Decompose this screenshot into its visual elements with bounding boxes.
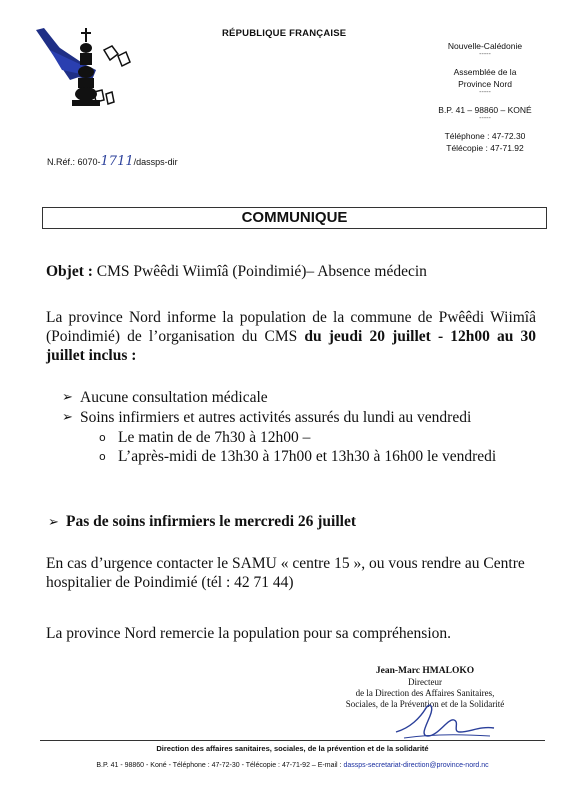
signatory-name: Jean-Marc HMALOKO	[375, 666, 475, 676]
list-item-text: Soins infirmiers et autres activités assurés du lundi au vendredi	[80, 409, 472, 426]
footer-contact-text: B.P. 41 - 98860 - Koné - Téléphone : 47-72-30 - Télécopie : 47-71-92 – E-mail :	[96, 762, 344, 769]
separator: -----	[479, 51, 491, 58]
arrow-bullet-icon: ➢	[62, 390, 73, 405]
list-item	[62, 388, 536, 407]
ref-suffix: /dassps-dir	[133, 157, 178, 167]
page-title: COMMUNIQUE	[241, 209, 348, 226]
address-line: Assemblée de la	[453, 67, 517, 77]
reference-number	[47, 154, 178, 169]
arrow-bullet-icon: ➢	[48, 515, 59, 530]
sub-list-text: Le matin de de 7h30 à 12h00 –	[118, 429, 311, 446]
ref-prefix: N.Réf.: 6070-	[47, 157, 101, 167]
emergency-paragraph: En cas d’urgence contacter le SAMU « centre 15 », ou vous rendre au Centre hospitalier de Poindimié (tél : 42 71 44)	[46, 555, 525, 591]
circle-bullet-icon: o	[99, 450, 106, 463]
signatory-dept: de la Direction des Affaires Sanitaires,	[355, 688, 495, 698]
sub-list-item	[99, 447, 536, 466]
handwritten-signature	[390, 698, 500, 744]
phone-line: Téléphone : 47-72.30	[444, 131, 526, 141]
separator: -----	[479, 115, 491, 122]
list-item	[62, 408, 536, 427]
sub-list-text: L’après-midi de 13h30 à 17h00 et 13h30 à 16h00 le vendredi	[118, 448, 497, 465]
thanks-paragraph: La province Nord remercie la population pour sa compréhension.	[46, 625, 452, 642]
circle-bullet-icon: o	[99, 431, 106, 444]
intro-dates: du jeudi 20 juillet - 12h00 au 30 juillet inclus :	[46, 328, 536, 364]
separator: -----	[479, 89, 491, 96]
notice-text: Pas de soins infirmiers le mercredi 26 juillet	[66, 513, 357, 530]
province-nord-logo	[22, 20, 142, 120]
signatory-dept: Sociales, de la Prévention et de la Solidarité	[345, 699, 505, 709]
no-nursing-notice	[48, 512, 356, 532]
footer-email: dassps-secretariat-direction@province-nord.nc	[343, 762, 489, 769]
object-label: Objet :	[46, 263, 93, 280]
address-line: Province Nord	[458, 79, 512, 89]
arrow-bullet-icon: ➢	[62, 410, 73, 425]
sub-list-item	[99, 428, 536, 447]
republic-heading: RÉPUBLIQUE FRANÇAISE	[222, 28, 347, 39]
intro-text: La province Nord informe la population de la commune de Pwêêdi Wiimîâ (Poindimié) de l’organisation du CMS	[46, 309, 536, 345]
intro-paragraph	[46, 308, 536, 365]
fax-line: Télécopie : 47-71.92	[446, 143, 524, 153]
address-line: Nouvelle-Calédonie	[447, 41, 523, 51]
footer-contact	[40, 762, 545, 769]
object-text: CMS Pwêêdi Wiimîâ (Poindimié)– Absence médecin	[92, 263, 427, 280]
object-line	[46, 262, 427, 281]
footer-divider	[40, 740, 545, 741]
list-item-text: Aucune consultation médicale	[80, 389, 268, 406]
address-line: B.P. 41 – 98860 – KONÉ	[438, 105, 532, 115]
assembly-address-block	[415, 40, 555, 154]
ref-handwritten: 1711	[100, 154, 134, 169]
footer-department: Direction des affaires sanitaires, sociales, de la prévention et de la solidarité	[156, 744, 429, 753]
signatory-role: Directeur	[408, 677, 442, 687]
service-list	[62, 388, 536, 466]
